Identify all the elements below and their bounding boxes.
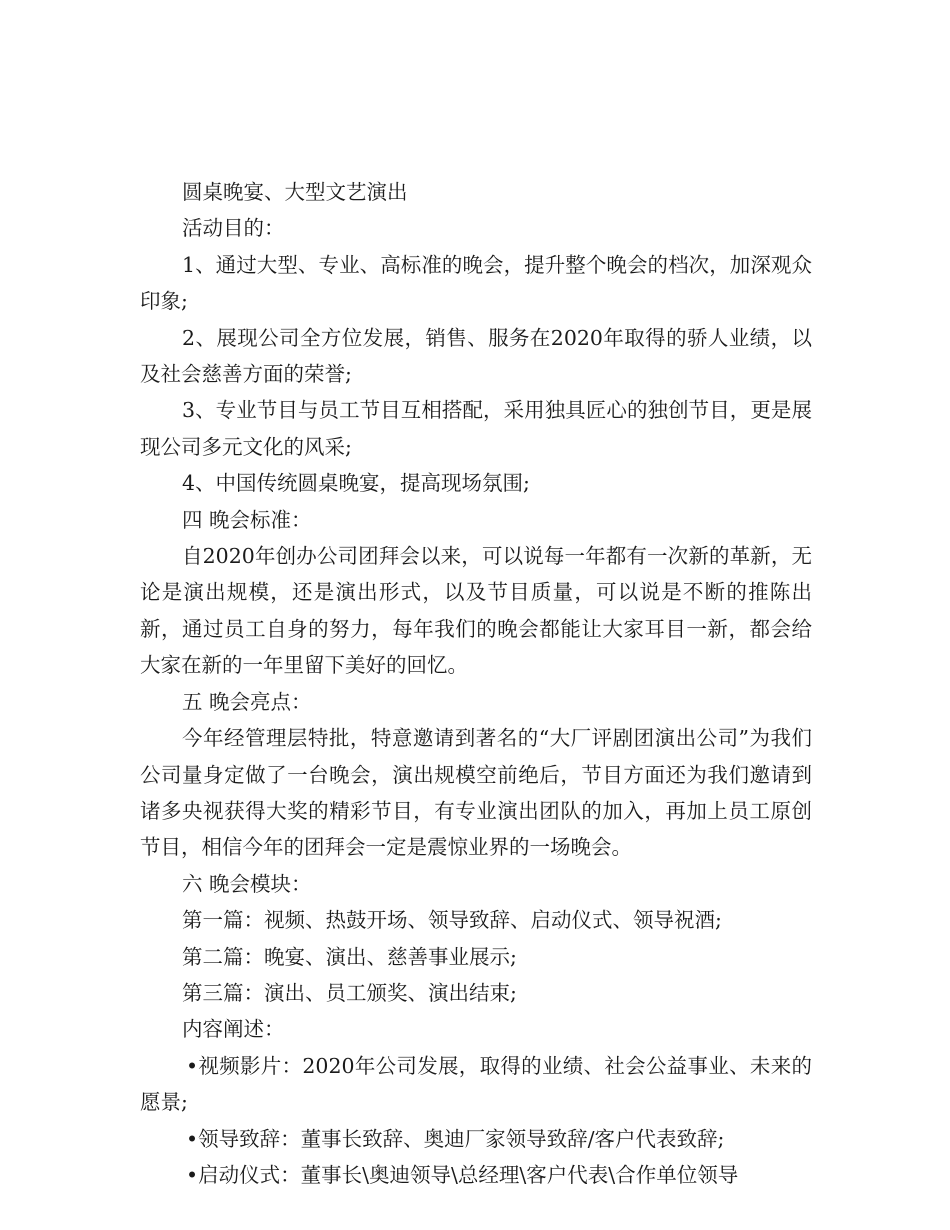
heading-gala-highlights: 五 晚会亮点： <box>182 689 312 714</box>
paragraph-gala-standard: 自2020年创办公司团拜会以来，可以说每一年都有一次新的革新，无论是演出规模，还是演出形式，以及节目质量，可以说是不断的推陈出新，通过员工自身的努力，每年我们的晚会都能让大家耳目一新，都会给大家在新的一年里留下美好的回忆。 <box>140 544 812 678</box>
paragraph-module-3: 第三篇：演出、员工颁奖、演出结束; <box>182 980 517 1005</box>
paragraph-gala-highlights: 今年经管理层特批，特意邀请到著名的“大厂评剧团演出公司”为我们公司量身定做了一台晚会，演出规模空前绝后，节目方面还为我们邀请到诸多央视获得大奖的精彩节目，有专业演出团队的加入，再加上员工原创节目，相信今年的团拜会一定是震惊业界的一场晚会。 <box>140 726 812 860</box>
document-body <box>140 174 812 1193</box>
heading-gala-modules: 六 晚会模块： <box>182 871 312 896</box>
heading-content-description: 内容阐述： <box>182 1017 285 1042</box>
bullet-launch-ceremony: •启动仪式：董事长\奥迪领导\总经理\客户代表\合作单位领导 <box>186 1162 739 1187</box>
heading-gala-standard: 四 晚会标准： <box>182 507 312 532</box>
paragraph-module-1: 第一篇：视频、热鼓开场、领导致辞、启动仪式、领导祝酒; <box>182 908 722 933</box>
heading-event-purpose: 活动目的： <box>182 216 285 241</box>
paragraph-purpose-3: 3、专业节目与员工节目互相搭配，采用独具匠心的独创节目，更是展现公司多元文化的风采; <box>140 398 812 459</box>
paragraph-purpose-2: 2、展现公司全方位发展，销售、服务在2020年取得的骄人业绩，以及社会慈善方面的荣誉; <box>140 325 812 387</box>
bullet-leader-speech: •领导致辞：董事长致辞、奥迪厂家领导致辞/客户代表致辞; <box>186 1126 725 1151</box>
paragraph-event-format: 圆桌晚宴、大型文艺演出 <box>182 180 408 204</box>
bullet-video: •视频影片：2020年公司发展，取得的业绩、社会公益事业、未来的愿景; <box>140 1053 812 1115</box>
paragraph-purpose-4: 4、中国传统圆桌晚宴，提高现场氛围; <box>182 471 530 496</box>
paragraph-module-2: 第二篇：晚宴、演出、慈善事业展示; <box>182 944 517 969</box>
paragraph-purpose-1: 1、通过大型、专业、高标准的晚会，提升整个晚会的档次，加深观众印象; <box>140 252 812 314</box>
